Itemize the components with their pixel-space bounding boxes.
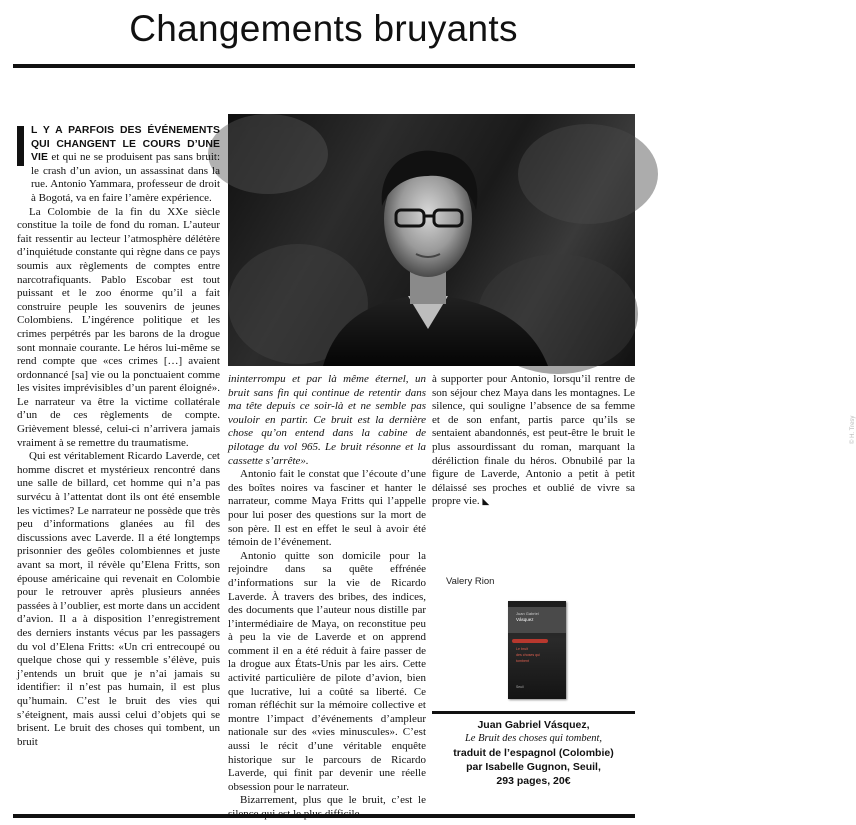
book-info-divider — [432, 711, 635, 714]
page-title: Changements bruyants — [129, 8, 518, 49]
column-2 — [228, 373, 426, 822]
quote-continuation: ininterrompu et par là même éternel, un bruit sans fin qui continue de retentir dans ma tête depuis ce soir-là et ne semble pas vouloir en partir. Ce bruit est la dernière chose qu’on entend dans la cabine de pilotage du vol 965. Le bruit résonne et la cassette s’arrête». — [228, 373, 426, 467]
lead-caps: L Y A PARFOIS DES ÉVÉNEMENTS QUI CHANGENT LE COURS D’UNE VIE — [31, 125, 220, 164]
book-title: Le Bruit des choses qui tombent, — [464, 733, 603, 744]
column-1 — [17, 124, 220, 749]
book-info — [432, 718, 635, 788]
drop-cap-bar — [17, 126, 24, 166]
book-translator: par Isabelle Gugnon, Seuil, — [466, 761, 601, 773]
cover-author-last: Vásquez — [516, 617, 534, 622]
end-mark-icon: ◣ — [482, 496, 490, 507]
photo-credit: © H. Tresy — [850, 415, 856, 444]
author-signature: Valery Rion — [446, 576, 495, 587]
book-translation: traduit de l’espagnol (Colombie) — [453, 747, 614, 759]
cover-title-3: tombent — [516, 659, 529, 663]
bottom-divider — [13, 814, 635, 818]
book-author: Juan Gabriel Vásquez, — [477, 719, 590, 731]
cover-title-1: Le bruit — [516, 647, 528, 651]
portrait-photo-icon — [228, 114, 635, 366]
cover-title-2: des choses qui — [516, 653, 540, 657]
paragraph-6-continuation: à supporter pour Antonio, lorsqu’il rentre de son séjour chez Maya dans les montagnes. Le silence, qui souligne l’absence de sa femme et de son enfant, partis parce qu’ils se sentaient abandonnés, est peut-être le bruit le plus assourdissant du roman, marquant la déréliction finale du héros. Obnubilé par la figure de Laverde, Antonio a petit à petit délaissé ses proches et oublié de vivre sa propre vie. — [432, 373, 635, 508]
book-details: 293 pages, 20€ — [496, 775, 571, 787]
book-cover — [508, 601, 566, 699]
paragraph-6: Bizarrement, plus que le bruit, c’est le — [240, 794, 426, 807]
paragraph-3: Qui est véritablement Ricardo Laverde, cet homme discret et mystérieux rencontré dans une salle de billard, cet homme qui n’a pas survécu à l’attentat dont ils ont été ensemble les victimes? Le narrateur ne possède que très peu d’informations glanées au fil des discussions avec Laverde. Il a été longtemps prisonnier des geôles colombiennes et juste avant sa mort, il révèle qu’Elena Fritts, son épouse américaine qui revenait en Colombie pour le retrouver après plusieurs années passées à l’oublier, est morte dans un accident d’avion. Il a à disposition l’enregistrement des derniers instants vécus par les passagers du vol d’Elena Fritts: «Un cri entrecoupé ou quelque chose qui y ressemble s’élève, puis j’entends un bruit que je n’ai jamais su identifier: il n’est pas humain, il est plus qu’humain. C’est le bruit des vies qui s’éteignent, mais aussi celui d’objets qui se brisent. Le bruit des choses qui tombent, un bruit — [17, 450, 220, 748]
top-divider — [13, 64, 635, 68]
paragraph-2: La Colombie de la fin du XXe siècle constitue la toile de fond du roman. L’auteur fait ressentir au lecteur l’atmosphère délétère d’inquiétude constante qui règne dans ce pays soumis aux règlements de comptes entre narcotrafiquants. Pablo Escobar est tout puissant et le zoo énorme qu’il a fait construire peuple les souvenirs de jeunes Colombiens. L’ingérence politique et les crimes perpétrés par les barons de la drogue sont monnaie courante. Le héros lui-même se rend compte que «ces crimes […] avaient ordonnancé [sa] vie ou la ponctuaient comme les visites imprévisibles d’un parent éloigné». Le narrateur va être la victime collatérale d’un de ces règlements de compte. Grièvement blessé, celui-ci n’arrivera jamais vraiment à se remettre du traumatisme. — [17, 205, 220, 449]
paragraph-4: Antonio fait le constat que l’écoute d’une des boîtes noires va fasciner et hanter le narrateur, comme Maya Fritts qui l’appelle pour lui poser des questions sur la mort de son père. Il est en effet le seul à avoir été témoin de l’événement. — [228, 468, 426, 549]
lead-rest: et qui ne se produisent pas sans bruit: le crash d’un avion, un assassinat dans la rue. Antonio Yammara, professeur de droit à Bogotá, va en faire l’amère expérience. — [31, 151, 220, 204]
column-3 — [432, 373, 635, 509]
paragraph-5: Antonio quitte son domicile pour la rejoindre dans sa quête effrénée d’informations sur la vie de Ricardo Laverde. À travers des bribes, des indices, des documents que l’auteur nous distille par l’intermédiaire de Maya, on reconstitue peu à peu la vie de Laverde et on apprend comment il en a été réduit à faire passer de la drogue aux États-Unis par les airs. Cette activité particulière de pilote d’avion, bien que lucrative, lui a coûté sa liberté. Ce roman réfléchit sur la mémoire collective et montre l’impact d’événements d’ampleur nationale sur des «vies minuscules». C’est aussi le récit d’une véritable enquête historique sur le parcours de Ricardo Laverde, qui finit par devenir une réelle obsession pour le narrateur. — [228, 549, 426, 793]
lead-paragraph — [17, 124, 220, 206]
cover-publisher: Seuil — [516, 685, 524, 689]
cover-author-first: Juan Gabriel — [516, 611, 539, 616]
cover-red-ball-icon — [512, 639, 548, 643]
